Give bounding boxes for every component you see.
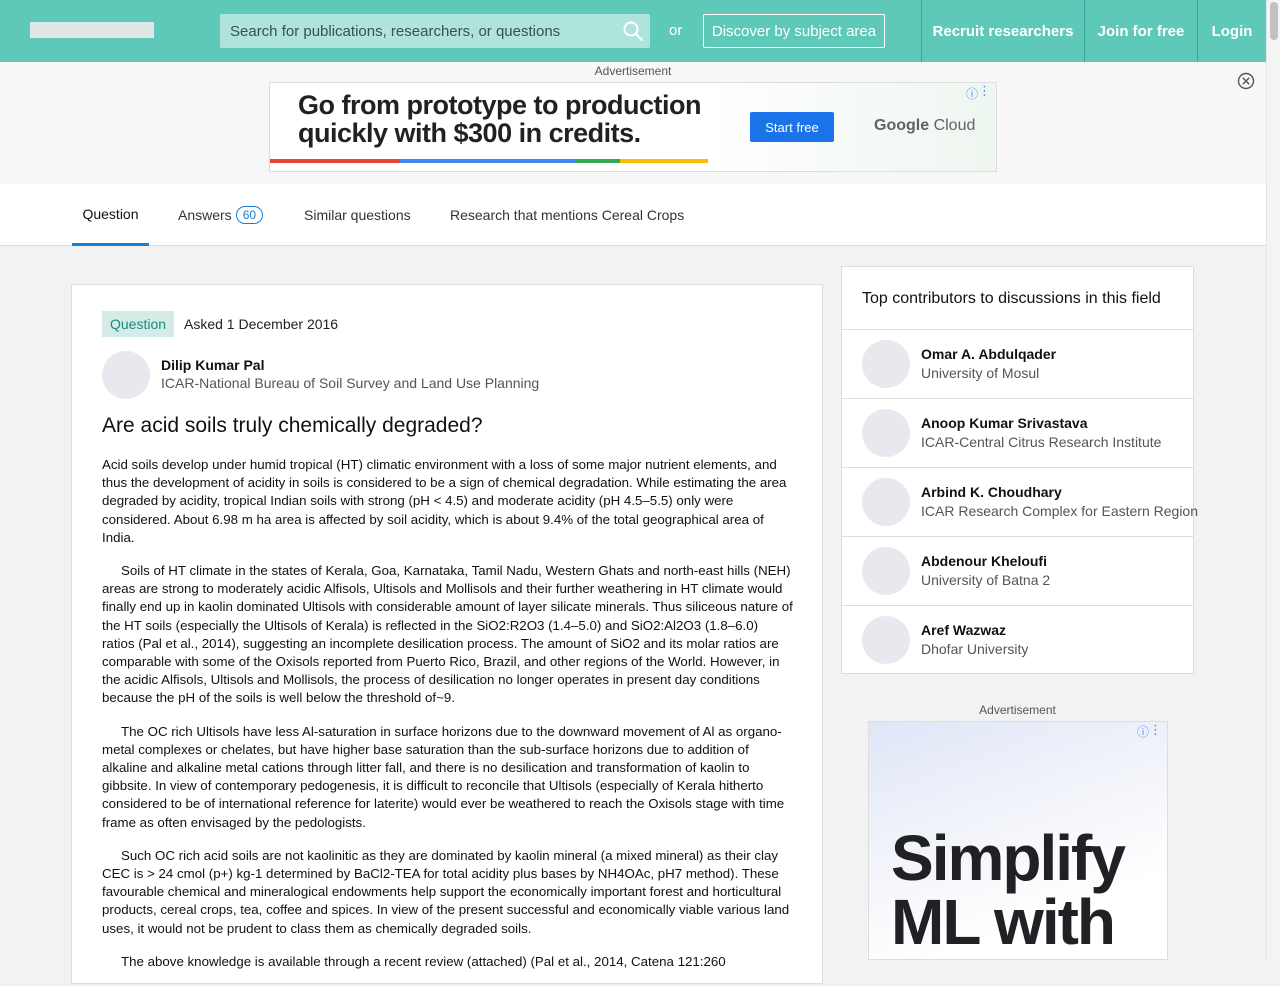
body-paragraph: Soils of HT climate in the states of Kerala, Goa, Karnataka, Tamil Nadu, Western Ghats and north-east hills (NEH) areas are strong to moderately acidic Alfisols, Ultisols and Mollisols and their further weathering in HT climate would finally end up in kaolin dominated Ultisols with considerable amount of layer silicate minerals. Thus siliceous nature of the HT soils (especially the Ultisols of Kerala) is reflected in the SiO2:R2O3 (1.4–5.0) and SiO2:Al2O3 (1.8–6.0) ratios (Pal et al., 2014), suggesting an incomplete desilication process. The amount of SiO2 and its molar ratios are comparable with some of the Oxisols reported from Puerto Rico, Brazil, and other regions of the World. However, in the acidic Alfisols, Ultisols and Mollisols, the process of desilication no longer operates in present day conditions because the pH of the soils is well below the threshold of~9. (102, 563, 793, 706)
discover-subject-button[interactable]: Discover by subject area (703, 14, 885, 48)
page-scrollbar[interactable] (1266, 0, 1280, 960)
side-ad-label: Advertisement (979, 703, 1056, 717)
side-ad-menu-icon[interactable]: ⋮ (1149, 722, 1162, 737)
contributor-institution[interactable]: ICAR-Central Citrus Research Institute (921, 434, 1162, 450)
ad-menu-icon[interactable]: ⋮ (978, 83, 991, 98)
question-body (102, 456, 794, 986)
contributor-item[interactable] (842, 329, 1193, 398)
login-link[interactable]: Login (1197, 0, 1266, 62)
side-ad-info-icon[interactable]: ⓘ (1136, 725, 1149, 739)
side-ad-banner[interactable] (868, 721, 1168, 960)
ad-start-free-button[interactable]: Start free (750, 112, 834, 142)
contributor-avatar[interactable] (862, 478, 910, 526)
ad-info-icon[interactable]: ⓘ (965, 87, 978, 101)
contributor-institution[interactable]: University of Batna 2 (921, 572, 1051, 588)
body-paragraph: Acid soils develop under humid tropical (HT) climatic environment with a loss of some major nutrient elements, and thus the development of acidity in soils is considered to be a sign of chemical degradation. While estimating the area degraded by acidity, tropical Indian soils with strong (pH < 4.5) and moderate acidity (pH 4.5–5.5) only were considered. About 6.98 m ha area is affected by soil acidity, which is about 9.4% of the total geographical area of India. (102, 457, 787, 545)
tab-question[interactable]: Question (72, 184, 149, 246)
contributor-avatar[interactable] (862, 340, 910, 388)
search-input[interactable] (220, 14, 620, 48)
search-icon[interactable] (622, 20, 644, 42)
contributor-name[interactable]: Arbind K. Choudhary (921, 484, 1062, 500)
ad-stripe-red (270, 159, 400, 163)
scrollbar-thumb[interactable] (1270, 2, 1278, 40)
contributor-avatar[interactable] (862, 547, 910, 595)
contributor-item[interactable] (842, 536, 1193, 605)
or-label: or (669, 22, 683, 39)
top-ad-band (0, 62, 1266, 184)
contributor-avatar[interactable] (862, 616, 910, 664)
tab-similar-questions[interactable]: Similar questions (304, 207, 411, 223)
top-ad-banner[interactable] (269, 82, 997, 172)
tab-answers-label: Answers (178, 207, 232, 223)
search-box[interactable] (220, 14, 650, 48)
contributor-item[interactable] (842, 467, 1199, 536)
contributor-institution[interactable]: ICAR Research Complex for Eastern Region (921, 503, 1199, 519)
question-title: Are acid soils truly chemically degraded? (102, 414, 483, 437)
top-contributors-panel (841, 266, 1199, 674)
ad-headline: Go from prototype to production quickly with $300 in credits. (298, 90, 701, 148)
contributor-name[interactable]: Anoop Kumar Srivastava (921, 415, 1088, 431)
author-affiliation[interactable]: ICAR-National Bureau of Soil Survey and Land Use Planning (161, 375, 540, 391)
body-paragraph: The OC rich Ultisols have less Al-saturation in surface horizons due to the downward movement of Al as organo-metal complexes or chelates, but have higher base saturation than the sub-surface horizons due to addition of alkaline and alkaline metal cations through litter fall, and there is no desilication and transformation of kaolin to gibbsite. In view of contemporary pedogenesis, it is difficult to reconcile that Ultisols (especially of Kerala hitherto considered to be of international reference for laterite) would ever be weathered to reach the Oxisols stage with time frame as often envisaged by the pedologists. (102, 723, 785, 830)
contributor-institution[interactable]: University of Mosul (921, 365, 1040, 381)
side-ad-headline: Simplify ML with (891, 822, 1124, 958)
contributor-name[interactable]: Aref Wazwaz (921, 622, 1007, 638)
question-tag: Question (102, 311, 174, 337)
tab-research-mentions[interactable]: Research that mentions Cereal Crops (450, 207, 685, 223)
author-avatar[interactable] (102, 351, 150, 399)
contributor-name[interactable]: Omar A. Abdulqader (921, 346, 1057, 362)
ad-stripe-blue (400, 159, 576, 163)
author-name[interactable]: Dilip Kumar Pal (161, 357, 265, 373)
close-ad-icon[interactable] (1237, 72, 1255, 90)
asked-date: Asked 1 December 2016 (184, 316, 339, 332)
ad-stripe-yellow (620, 159, 708, 163)
join-free-link[interactable]: Join for free (1084, 0, 1197, 62)
contributor-item[interactable] (842, 605, 1193, 674)
contributor-avatar[interactable] (862, 409, 910, 457)
question-tabs (0, 184, 1266, 246)
contributor-item[interactable] (842, 398, 1193, 467)
body-paragraph: Such OC rich acid soils are not kaolinitic as they are dominated by kaolin mineral (a mixed mineral) as their clay CEC is > 24 cmol (p+) kg-1 determined by BaCl2-TEA for total acidity plus bases by NH4OAc, pH7 method). These favourable chemical and mineralogical endowments help support the economically important forest and horticultural products, cereal crops, tea, coffee and spices. In view of the present successful and economically viable various land uses, it would not be prudent to class them as chemically degraded soils. (102, 847, 790, 936)
ad-label: Advertisement (594, 64, 672, 78)
contributor-institution[interactable]: Dhofar University (921, 641, 1029, 657)
answers-count-badge: 60 (236, 206, 263, 224)
contributor-name[interactable]: Abdenour Kheloufi (921, 553, 1047, 569)
ad-stripe-green (576, 159, 620, 163)
question-card (71, 284, 823, 984)
ad-brand-logo: Google Cloud (874, 117, 976, 134)
site-logo[interactable] (30, 22, 154, 38)
contributors-title: Top contributors to discussions in this field (862, 290, 1161, 307)
body-paragraph: The above knowledge is available through a recent review (attached) (Pal et al., 2014, Catena 121:260 (121, 953, 726, 969)
recruit-researchers-link[interactable]: Recruit researchers (921, 0, 1084, 62)
tab-answers[interactable] (178, 184, 263, 246)
top-header (0, 0, 1266, 62)
